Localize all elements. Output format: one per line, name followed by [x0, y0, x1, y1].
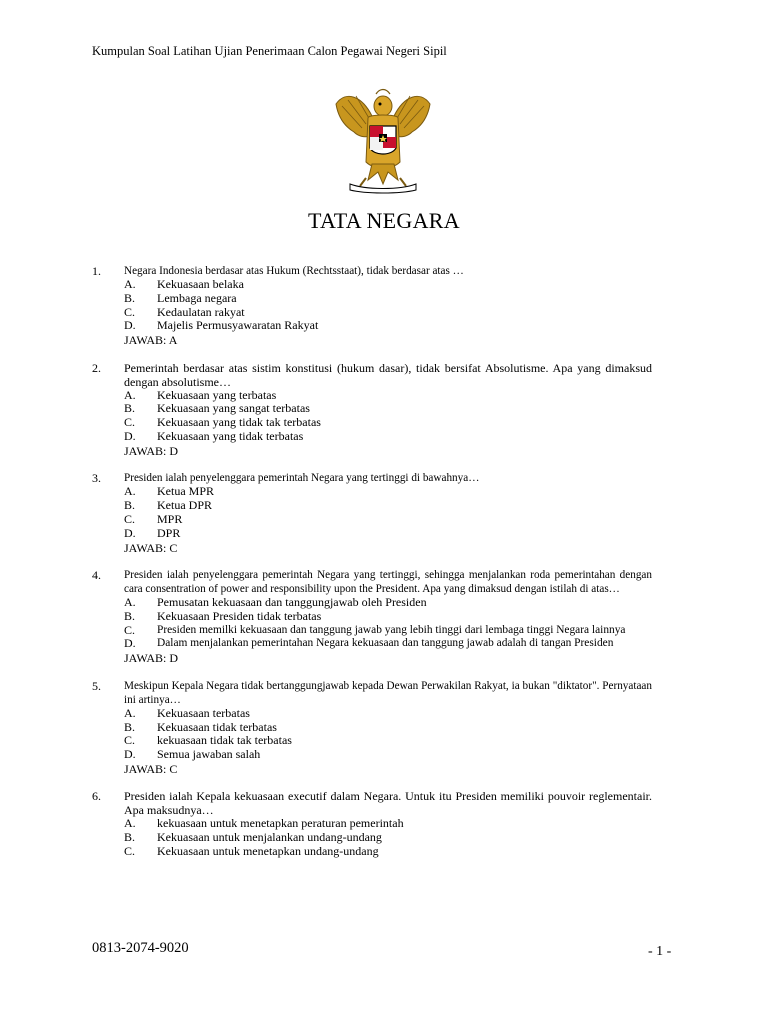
question-number: 2.	[92, 360, 101, 375]
option-c: C. Kedaulatan rakyat	[124, 304, 245, 319]
footer-phone: 0813-2074-9020	[92, 940, 189, 956]
question-3	[92, 471, 652, 554]
option-d: D. Dalam menjalankan pemerintahan Negara kekuasaan dan tanggung jawab adalah di tangan Presiden	[124, 636, 614, 651]
option-a: A. Kekuasaan belaka	[124, 277, 244, 291]
answer-key: JAWAB: A	[124, 333, 178, 348]
answer-key: JAWAB: D	[124, 443, 179, 458]
option-b: B. Lembaga negara	[124, 290, 237, 305]
question-5	[92, 679, 652, 776]
option-d: D. Semua jawaban salah	[124, 747, 261, 762]
answer-key: JAWAB: C	[124, 761, 178, 776]
option-a: A. Ketua MPR	[124, 484, 214, 499]
question-number: 5.	[92, 678, 101, 693]
question-text: Presiden ialah Kepala kekuasaan executif dalam Negara. Untuk itu Presiden memiliki pouvoir reglementair. Apa maksudnya…	[124, 789, 652, 818]
option-b: B. Kekuasaan untuk menjalankan undang-undang	[124, 830, 382, 845]
question-text: Negara Indonesia berdasar atas Hukum (Rechtsstaat), tidak berdasar atas …	[124, 265, 464, 277]
question-number: 3.	[92, 471, 101, 486]
question-6	[92, 789, 652, 858]
option-c: C. Kekuasaan yang tidak tak terbatas	[124, 415, 321, 430]
option-d: D. Kekuasaan yang tidak terbatas	[124, 429, 304, 444]
option-a: A. Kekuasaan terbatas	[124, 705, 250, 720]
option-b: B. Ketua DPR	[124, 498, 212, 513]
question-text: Presiden ialah penyelenggara pemerintah Negara yang tertinggi, sehingga menjalankan roda pemerintahan dengan cara consentration of power and responsibility upon the President. Apa yang dimaksud dengan istilah di atas…	[124, 569, 652, 596]
question-number: 1.	[92, 264, 101, 278]
option-a: A. Pemusatan kekuasaan dan tanggungjawab oleh Presiden	[124, 595, 427, 610]
option-a: A. Kekuasaan yang terbatas	[124, 387, 277, 402]
question-text: Pemerintah berdasar atas sistim konstitusi (hukum dasar), tidak bersifat Absolutisme. Apa yang dimaksud dengan absolutisme…	[124, 360, 652, 389]
option-b: B. Kekuasaan Presiden tidak terbatas	[124, 608, 322, 623]
question-2	[92, 361, 652, 458]
option-a: A. kekuasaan untuk menetapkan peraturan pemerintah	[124, 816, 404, 831]
question-text: Presiden ialah penyelenggara pemerintah Negara yang tertinggi di bawahnya…	[124, 472, 480, 485]
question-4	[92, 568, 652, 665]
question-number: 6.	[92, 789, 101, 804]
option-c: C. kekuasaan tidak tak terbatas	[124, 733, 292, 748]
option-d: D. DPR	[124, 525, 181, 540]
option-b: B. Kekuasaan tidak terbatas	[124, 719, 277, 734]
page-title: TATA NEGARA	[308, 208, 460, 233]
option-b: B. Kekuasaan yang sangat terbatas	[124, 401, 310, 416]
option-c: C. Kekuasaan untuk menetapkan undang-undang	[124, 844, 379, 859]
option-c: C. MPR	[124, 511, 183, 526]
question-number: 4.	[92, 568, 101, 583]
question-1	[92, 264, 652, 347]
page-header: Kumpulan Soal Latihan Ujian Penerimaan Calon Pegawai Negeri Sipil	[92, 44, 447, 58]
answer-key: JAWAB: D	[124, 651, 179, 666]
option-d: D. Majelis Permusyawaratan Rakyat	[124, 318, 319, 333]
option-c: C. Presiden memilki kekuasaan dan tanggung jawab yang lebih tinggi dari lembaga tinggi Negara lainnya	[124, 622, 626, 637]
answer-key: JAWAB: C	[124, 540, 178, 555]
question-list	[92, 264, 652, 872]
question-text: Meskipun Kepala Negara tidak bertanggungjawab kepada Dewan Perwakilan Rakyat, ia bukan "diktator". Pernyataan ini artinya…	[124, 679, 652, 706]
page-number: - 1 -	[648, 944, 672, 959]
garuda-emblem-icon	[332, 86, 434, 194]
